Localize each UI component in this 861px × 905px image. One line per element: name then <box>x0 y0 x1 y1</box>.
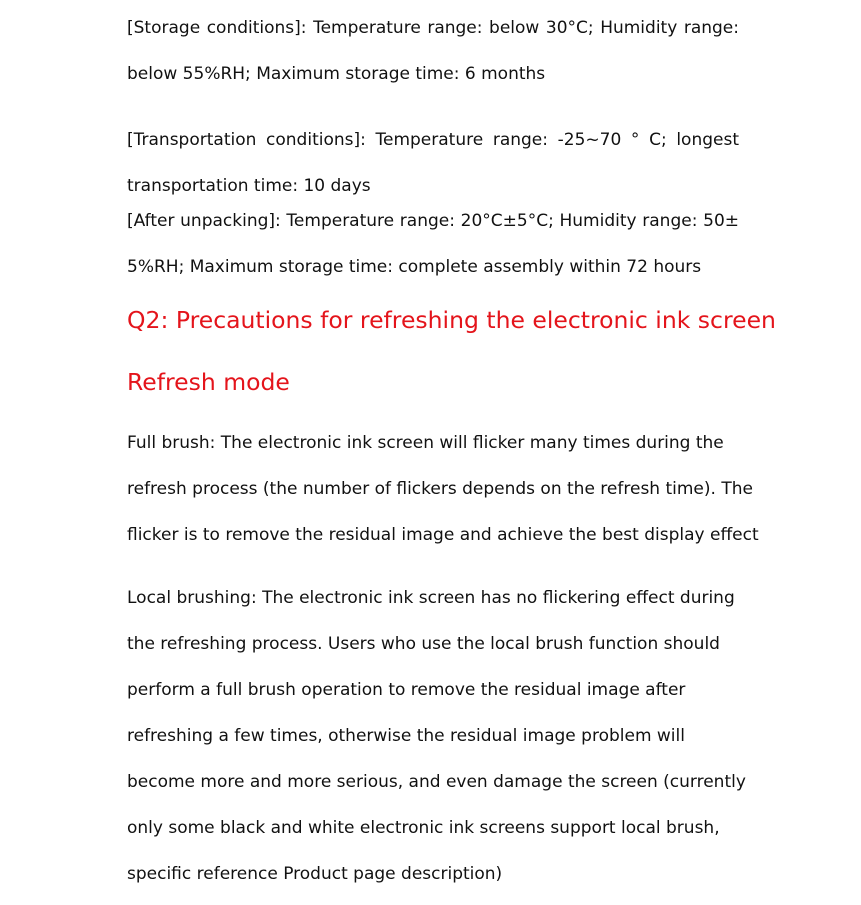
storage-conditions-line-1: [Storage conditions]: Temperature range: below 30°C; Humidity range: <box>127 18 739 38</box>
transportation-conditions-paragraph <box>127 117 739 209</box>
local-brushing-line-4: refreshing a few times, otherwise the residual image problem will <box>127 726 685 746</box>
full-brush-line-2: refresh process (the number of flickers depends on the refresh time). The <box>127 479 753 499</box>
after-unpacking-line-1: [After unpacking]: Temperature range: 20°C±5°C; Humidity range: 50± <box>127 211 739 231</box>
local-brushing-line-6: only some black and white electronic ink screens support local brush, <box>127 818 720 838</box>
local-brushing-line-5: become more and more serious, and even damage the screen (currently <box>127 772 746 792</box>
full-brush-paragraph <box>127 420 759 558</box>
full-brush-line-3: flicker is to remove the residual image and achieve the best display effect <box>127 525 759 545</box>
local-brushing-line-7: specific reference Product page description) <box>127 864 503 884</box>
refresh-mode-heading: Refresh mode <box>127 368 290 396</box>
after-unpacking-paragraph <box>127 198 739 290</box>
full-brush-line-1: Full brush: The electronic ink screen will flicker many times during the <box>127 433 724 453</box>
local-brushing-line-2: the refreshing process. Users who use the local brush function should <box>127 634 720 654</box>
storage-conditions-line-2: below 55%RH; Maximum storage time: 6 months <box>127 64 546 84</box>
local-brushing-line-1: Local brushing: The electronic ink screen has no flickering effect during <box>127 588 735 608</box>
local-brushing-line-3: perform a full brush operation to remove the residual image after <box>127 680 686 700</box>
transportation-conditions-line-1: [Transportation conditions]: Temperature range: -25~70 ° C; longest <box>127 130 739 150</box>
local-brushing-paragraph <box>127 575 746 897</box>
storage-conditions-paragraph <box>127 5 739 97</box>
transportation-conditions-line-2: transportation time: 10 days <box>127 176 371 196</box>
after-unpacking-line-2: 5%RH; Maximum storage time: complete assembly within 72 hours <box>127 257 702 277</box>
q2-heading: Q2: Precautions for refreshing the electronic ink screen <box>127 306 776 334</box>
